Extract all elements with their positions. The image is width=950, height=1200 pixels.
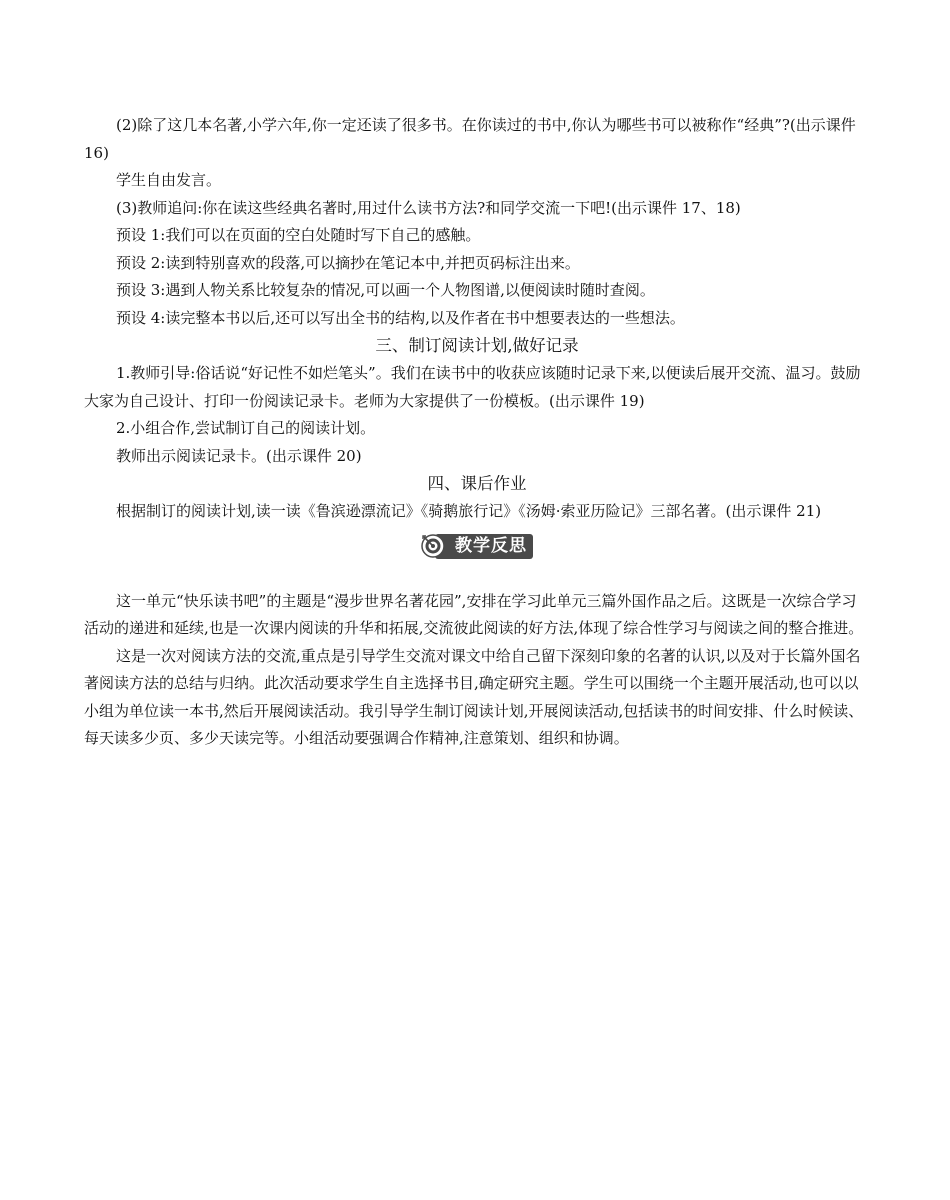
paragraph-preset-2: 预设 2:读到特别喜欢的段落,可以摘抄在笔记本中,并把页码标注出来。 (116, 253, 580, 272)
paragraph-reflection-1: 这一单元“快乐读书吧”的主题是“漫步世界名著花园”,安排在学习此单元三篇外国作品之后。这既是一次综合学习活动的递进和延续,也是一次课内阅读的升华和拓展,交流彼此阅读的好方法,体现了综合性学习与阅读之间的整合推进。 (84, 591, 864, 637)
paragraph-group-work: 2.小组合作,尝试制订自己的阅读计划。 (116, 419, 376, 437)
paragraph-preset-4: 预设 4:读完整本书以后,还可以写出全书的结构,以及作者在书中想要表达的一些想法。 (116, 308, 685, 327)
paragraph-record-card: 教师出示阅读记录卡。(出示课件 20) (116, 446, 362, 465)
paragraph-preset-1: 预设 1:我们可以在页面的空白处随时写下自己的感触。 (116, 226, 481, 244)
reflection-banner-label: 教学反思 (455, 535, 527, 556)
paragraph-homework: 根据制订的阅读计划,读一读《鲁滨逊漂流记》《骑鹅旅行记》《汤姆·索亚历险记》三部名著。(出示课件 21) (116, 502, 822, 520)
paragraph-reflection-2: 这是一次对阅读方法的交流,重点是引导学生交流对课文中给自己留下深刻印象的名著的认识,以及对于长篇外国名著阅读方法的总结与归纳。此次活动要求学生自主选择书目,确定研究主题。学生可以围绕一个主题开展活动,也可以以小组为单位读一本书,然后开展阅读活动。我引导学生制订阅读计划,开展阅读活动,包括读书的时间安排、什么时候读、每天读多少页、多少天读完等。小组活动要强调合作精神,注意策划、组织和协调。 (84, 646, 864, 747)
reflection-banner (435, 534, 533, 559)
paragraph-teacher-guide: 1.教师引导:俗话说“好记性不如烂笔头”。我们在读书中的收获应该随时记录下来,以便读后展开交流、温习。鼓励大家为自己设计、打印一份阅读记录卡。老师为大家提供了一份模板。(出示课件 19) (84, 364, 861, 410)
target-icon (421, 534, 445, 558)
paragraph-question-3: (3)教师追问:你在读这些经典名著时,用过什么读书方法?和同学交流一下吧!(出示课件 17、18) (116, 198, 741, 217)
paragraph-student-speech: 学生自由发言。 (116, 171, 222, 189)
section-heading-4: 四、课后作业 (427, 474, 527, 493)
paragraph-preset-3: 预设 3:遇到人物关系比较复杂的情况,可以画一个人物图谱,以便阅读时随时查阅。 (116, 281, 655, 299)
document-body (84, 112, 870, 753)
reflection-banner-wrap (84, 534, 870, 561)
section-heading-3: 三、制订阅读计划,做好记录 (375, 336, 579, 355)
paragraph-question-2: (2)除了这几本名著,小学六年,你一定还读了很多书。在你读过的书中,你认为哪些书可以被称作“经典”?(出示课件 16) (84, 116, 856, 162)
